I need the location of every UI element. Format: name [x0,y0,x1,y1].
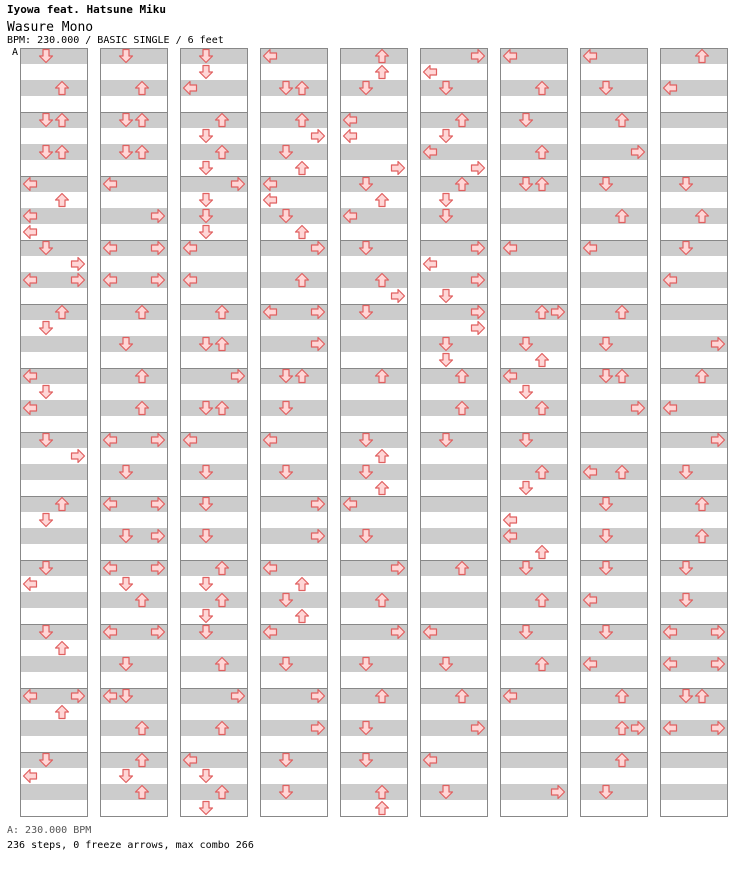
up-arrow [296,610,309,623]
up-arrow [56,194,69,207]
beat-stripe [340,784,408,800]
beat-stripe [340,464,408,480]
beat-stripe [660,752,728,768]
up-arrow [376,194,389,207]
beat-stripe [420,208,488,224]
beat-stripe [340,528,408,544]
beat-stripe [420,400,488,416]
beat-stripe [420,336,488,352]
up-arrow [296,226,309,239]
chart-column [420,48,488,817]
beat-stripe [580,624,648,640]
beat-stripe [260,144,328,160]
right-arrow [72,450,85,463]
beat-stripe [340,656,408,672]
beat-stripe [500,432,568,448]
beat-stripe [20,528,88,544]
beat-stripe [660,368,728,384]
chart-column [100,48,168,817]
beat-stripe [180,336,248,352]
up-arrow [376,450,389,463]
beat-stripe [580,80,648,96]
down-arrow [200,802,213,815]
beat-stripe [340,144,408,160]
chart-info: BPM: 230.000 / BASIC SINGLE / 6 feet [7,35,224,46]
up-arrow [296,578,309,591]
down-arrow [200,130,213,143]
beat-stripe [100,48,168,64]
beat-stripe [420,496,488,512]
beat-stripe [180,720,248,736]
left-arrow [344,130,357,143]
beat-stripe [340,720,408,736]
beat-stripe [260,752,328,768]
beat-stripe [100,304,168,320]
beat-stripe [20,240,88,256]
down-arrow [520,386,533,399]
beat-stripe [180,784,248,800]
right-arrow [472,322,485,335]
beat-stripe [420,784,488,800]
chart-column [260,48,328,817]
beat-stripe [420,528,488,544]
beat-stripe [420,688,488,704]
down-arrow [40,386,53,399]
beat-stripe [580,272,648,288]
artist-name: Iyowa feat. Hatsune Miku [7,3,166,16]
beat-stripe [580,304,648,320]
footer-stats: 236 steps, 0 freeze arrows, max combo 266 [7,840,254,851]
beat-stripe [580,528,648,544]
beat-stripe [100,464,168,480]
beat-stripe [660,304,728,320]
beat-stripe [500,624,568,640]
beat-stripe [580,432,648,448]
beat-stripe [420,368,488,384]
beat-stripe [340,80,408,96]
beat-stripe [500,464,568,480]
right-arrow [392,290,405,303]
beat-stripe [580,752,648,768]
footer-bpm: A: 230.000 BPM [7,825,92,836]
down-arrow [200,162,213,175]
beat-stripe [500,112,568,128]
beat-stripe [20,560,88,576]
up-arrow [536,546,549,559]
left-arrow [424,258,437,271]
beat-stripe [20,656,88,672]
beat-stripe [660,560,728,576]
left-arrow [424,66,437,79]
beat-stripe [20,80,88,96]
beat-stripe [340,368,408,384]
beat-stripe [500,208,568,224]
beat-stripe [580,336,648,352]
down-arrow [440,354,453,367]
beat-stripe [260,656,328,672]
beat-stripe [180,560,248,576]
beat-stripe [20,624,88,640]
beat-stripe [500,592,568,608]
beat-stripe [500,656,568,672]
beat-stripe [180,144,248,160]
left-arrow [24,226,37,239]
beat-stripe [100,400,168,416]
up-arrow [56,706,69,719]
beat-stripe [420,464,488,480]
beat-stripe [660,176,728,192]
song-title: Wasure Mono [7,20,94,35]
beat-stripe [180,528,248,544]
beat-stripe [20,432,88,448]
beat-stripe [580,496,648,512]
beat-stripe [340,304,408,320]
chart-column [20,48,88,817]
beat-stripe [260,464,328,480]
beat-stripe [420,656,488,672]
beat-stripe [580,784,648,800]
beat-stripe [260,208,328,224]
down-arrow [120,578,133,591]
beat-stripe [660,592,728,608]
beat-stripe [180,624,248,640]
beat-stripe [260,368,328,384]
beat-stripe [660,240,728,256]
beat-stripe [500,400,568,416]
beat-stripe [260,272,328,288]
beat-stripe [180,656,248,672]
beat-stripe [580,112,648,128]
chart-column [180,48,248,817]
up-arrow [56,642,69,655]
beat-stripe [340,240,408,256]
beat-stripe [500,560,568,576]
down-arrow [120,770,133,783]
beat-stripe [100,144,168,160]
beat-stripe [20,304,88,320]
beat-stripe [660,144,728,160]
beat-stripe [20,592,88,608]
beat-stripe [660,48,728,64]
beat-stripe [100,592,168,608]
beat-stripe [20,720,88,736]
down-arrow [200,66,213,79]
beat-stripe [420,112,488,128]
right-arrow [392,162,405,175]
beat-stripe [180,304,248,320]
beat-stripe [420,592,488,608]
down-arrow [200,578,213,591]
down-arrow [440,130,453,143]
beat-stripe [340,752,408,768]
beat-stripe [340,272,408,288]
beat-stripe [340,48,408,64]
beat-stripe [420,432,488,448]
beat-stripe [180,400,248,416]
beat-stripe [260,784,328,800]
beat-stripe [260,592,328,608]
beat-stripe [100,752,168,768]
left-arrow [504,514,517,527]
beat-stripe [20,48,88,64]
beat-stripe [660,496,728,512]
beat-stripe [500,496,568,512]
down-arrow [200,194,213,207]
beat-stripe [660,688,728,704]
beat-stripe [20,464,88,480]
chart-column [580,48,648,817]
up-arrow [376,802,389,815]
beat-stripe [660,464,728,480]
beat-stripe [20,144,88,160]
down-arrow [440,194,453,207]
down-arrow [40,322,53,335]
beat-stripe [20,112,88,128]
beat-stripe [340,176,408,192]
beat-stripe [180,592,248,608]
beat-stripe [420,560,488,576]
right-arrow [312,130,325,143]
beat-stripe [180,112,248,128]
beat-stripe [500,272,568,288]
up-arrow [296,162,309,175]
bpm-marker: A [12,47,19,58]
left-arrow [264,194,277,207]
beat-stripe [20,752,88,768]
beat-stripe [100,656,168,672]
down-arrow [200,226,213,239]
up-arrow [376,482,389,495]
beat-stripe [660,112,728,128]
beat-stripe [500,336,568,352]
down-arrow [200,770,213,783]
chart-column [340,48,408,817]
beat-stripe [180,464,248,480]
beat-stripe [100,112,168,128]
beat-stripe [180,48,248,64]
right-arrow [72,258,85,271]
left-arrow [24,770,37,783]
beat-stripe [500,176,568,192]
beat-stripe [100,784,168,800]
beat-stripe [20,336,88,352]
beat-stripe [580,208,648,224]
beat-stripe [580,176,648,192]
beat-stripe [660,208,728,224]
down-arrow [520,482,533,495]
beat-stripe [340,400,408,416]
beat-stripe [500,720,568,736]
beat-stripe [340,336,408,352]
beat-stripe [180,208,248,224]
beat-stripe [100,368,168,384]
beat-stripe [340,432,408,448]
chart-column [660,48,728,817]
beat-stripe [500,80,568,96]
beat-stripe [260,400,328,416]
beat-stripe [580,368,648,384]
up-arrow [376,66,389,79]
beat-stripe [100,336,168,352]
beat-stripe [260,112,328,128]
right-arrow [472,162,485,175]
beat-stripe [180,496,248,512]
down-arrow [40,514,53,527]
beat-stripe [580,688,648,704]
beat-stripe [500,144,568,160]
beat-stripe [100,80,168,96]
beat-stripe [420,176,488,192]
beat-stripe [500,752,568,768]
beat-stripe [660,528,728,544]
beat-stripe [660,784,728,800]
down-arrow [200,610,213,623]
beat-stripe [340,592,408,608]
down-arrow [440,290,453,303]
beat-stripe [20,784,88,800]
chart-column [500,48,568,817]
up-arrow [536,354,549,367]
beat-stripe [340,688,408,704]
left-arrow [24,578,37,591]
beat-stripe [260,80,328,96]
beat-stripe [100,720,168,736]
beat-stripe [580,560,648,576]
beat-stripe [420,80,488,96]
beat-stripe [20,496,88,512]
